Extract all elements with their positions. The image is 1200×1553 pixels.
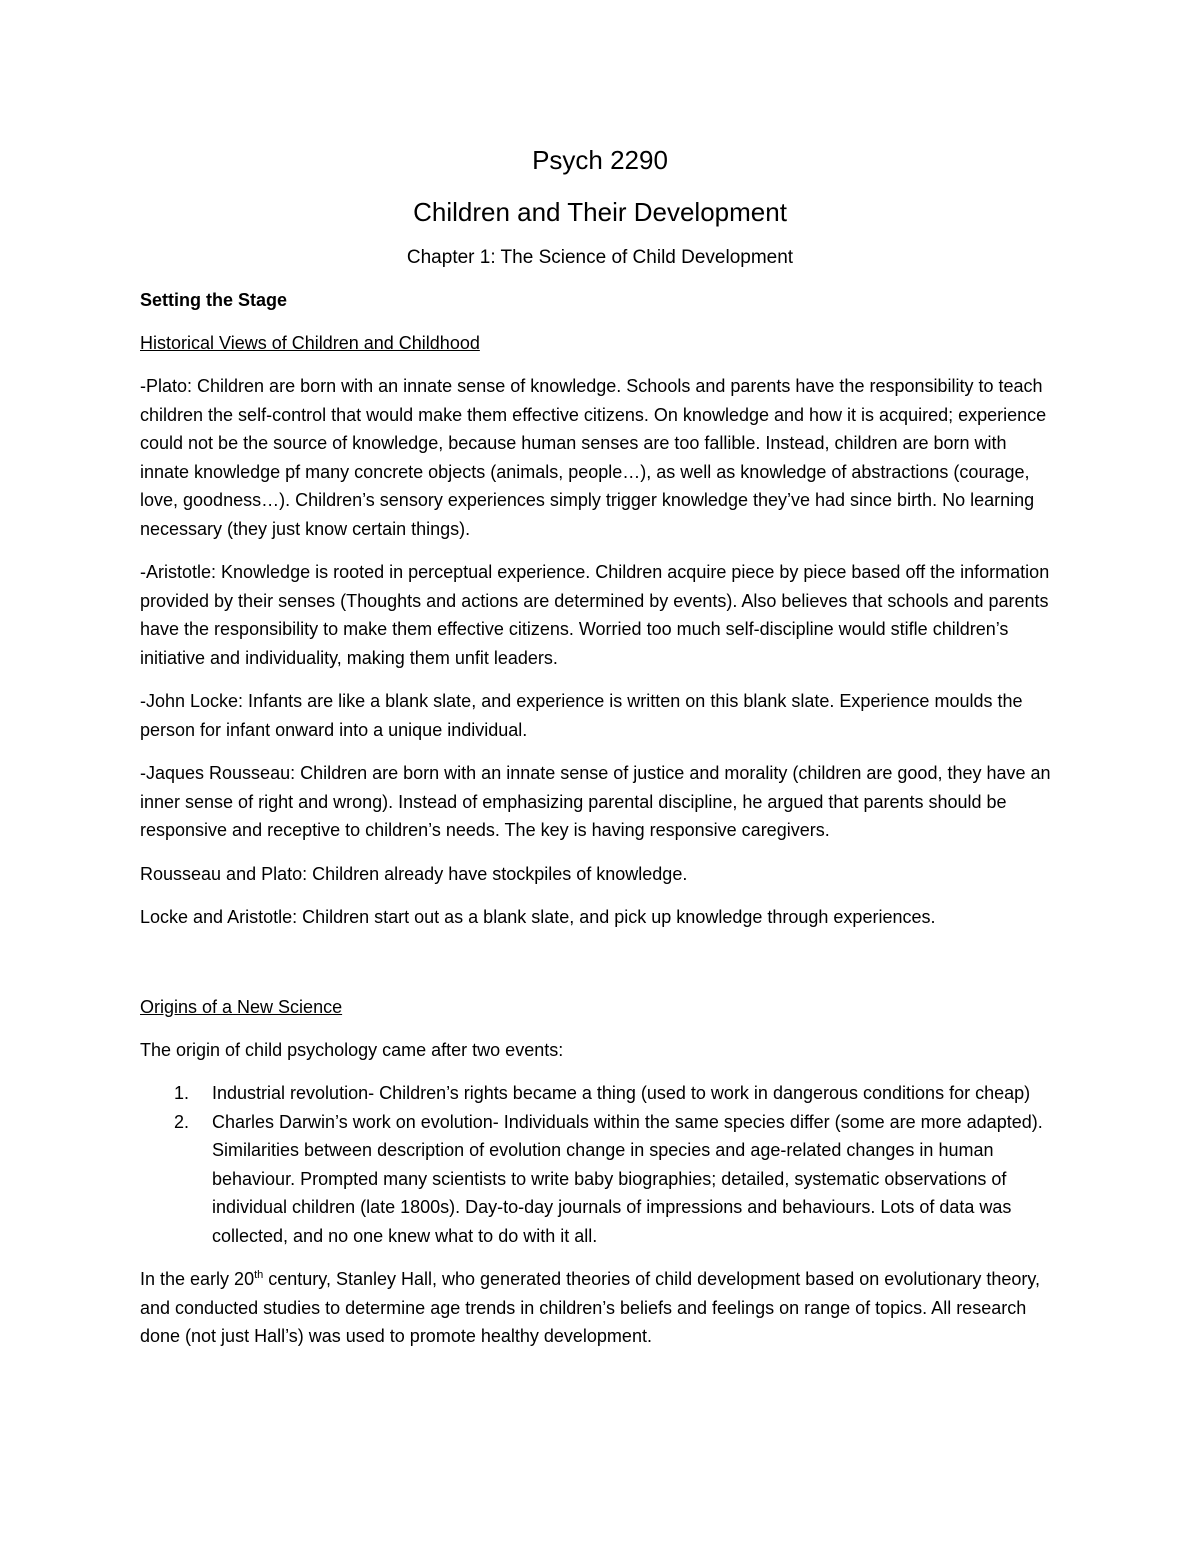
paragraph-origin-intro: The origin of child psychology came after two events: — [140, 1039, 564, 1060]
paragraph-plato: -Plato: Children are born with an innate sense of knowledge. Schools and parents have the responsibility to teach children the self-control that would make them effective citizens. On knowledge and how it is acquired; experience could not be the source of knowledge, because human senses are too fallible. Instead, children are born with innate knowledge pf many concrete objects (animals, people…), as well as knowledge of abstractions (courage, love, goodness…). Children’s sensory experiences simply trigger knowledge they’ve had since birth. No learning necessary (they just know certain things). — [140, 376, 1047, 539]
document-page — [140, 138, 1060, 1351]
list-item-text: Charles Darwin’s work on evolution- Individuals within the same species differ (some are more adapted). Similarities between description of evolution change in species and age-related changes in human behaviour. Prompted many scientists to write baby biographies; detailed, systematic observations of individual children (late 1800s). Day-to-day journals of impressions and behaviours. Lots of data was collected, and no one knew what to do with it all. — [212, 1111, 1043, 1246]
paragraph-locke: -John Locke: Infants are like a blank slate, and experience is written on this blank slate. Experience moulds the person for infant onward into a unique individual. — [140, 691, 1023, 740]
section-heading: Setting the Stage — [140, 290, 288, 310]
hall-text-start: In the early 20 — [140, 1269, 255, 1289]
chapter-title: Chapter 1: The Science of Child Development — [406, 247, 794, 268]
list-item — [140, 1079, 1060, 1108]
hall-superscript: th — [254, 1269, 264, 1281]
hall-text-end: century, Stanley Hall, who generated theories of child development based on evolutionary theory, and conducted studies to determine age trends in children’s beliefs and feelings on range of topics. All research done (not just Hall’s) was used to promote healthy development. — [140, 1269, 1041, 1346]
subheading-origins: Origins of a New Science — [140, 996, 343, 1017]
subheading-historical-views: Historical Views of Children and Childhood — [140, 333, 480, 353]
list-item-text: Industrial revolution- Children’s rights became a thing (used to work in dangerous conditions for cheap) — [212, 1083, 1031, 1103]
paragraph-stanley-hall — [140, 1265, 1060, 1351]
paragraph-summary-locke-aristotle: Locke and Aristotle: Children start out as a blank slate, and pick up knowledge through experiences. — [140, 907, 936, 927]
list-item-number: 1. — [174, 1083, 190, 1103]
list-item — [140, 1108, 1060, 1251]
paragraph-rousseau: -Jaques Rousseau: Children are born with an innate sense of justice and morality (children are good, they have an inner sense of right and wrong). Instead of emphasizing parental discipline, he argued that parents should be responsive and receptive to children’s needs. The key is having responsive caregivers. — [140, 763, 1051, 840]
paragraph-summary-rousseau-plato: Rousseau and Plato: Children already have stockpiles of knowledge. — [140, 863, 688, 884]
document-title: Children and Their Development — [413, 197, 787, 227]
course-title: Psych 2290 — [532, 145, 668, 175]
paragraph-aristotle: -Aristotle: Knowledge is rooted in perceptual experience. Children acquire piece by piece based off the information provided by their senses (Thoughts and actions are determined by events). Also believes that schools and parents have the responsibility to make them effective citizens. Worried too much self-discipline would stifle children’s initiative and individuality, making them unfit leaders. — [140, 562, 1050, 668]
events-list — [140, 1079, 1060, 1250]
list-item-number: 2. — [174, 1111, 190, 1132]
